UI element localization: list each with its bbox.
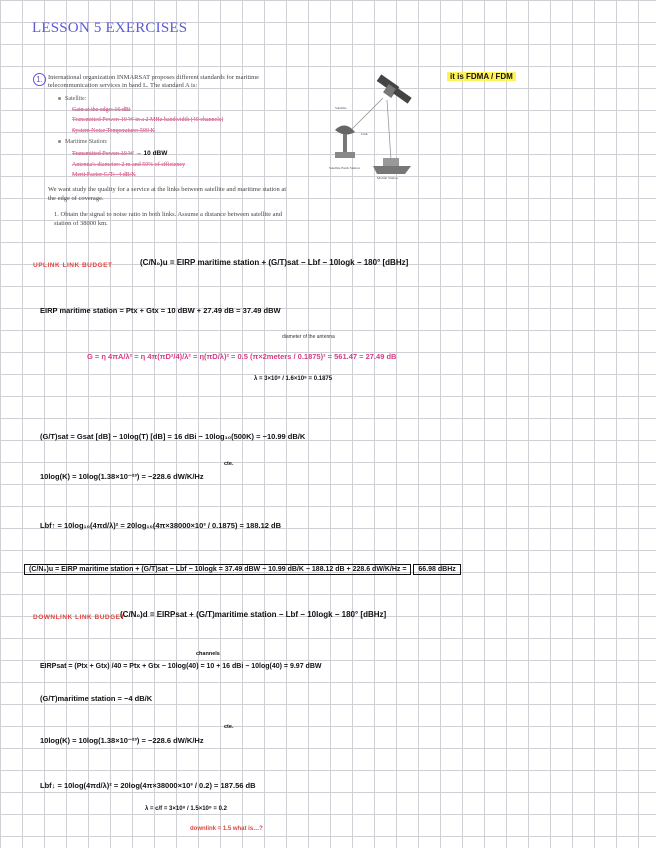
satellite-section — [58, 96, 308, 136]
eirp-sat-line: EIRPsat = (Ptx + Gtx) /40 = Ptx + Gtx − 10log(40) = 10 + 16 dBi − 10log(40) = 9.97 dBW — [40, 663, 322, 670]
cte-note: cte. — [224, 461, 234, 467]
gt-line: (G/T)sat = Gsat [dB] − 10log(T) [dB] = 16 dBi − 10log₁₀(500K) = −10.99 dB/K — [40, 432, 306, 441]
station-item: Merit Factor G/T: -4 dB/K — [72, 172, 136, 179]
fdma-note: it is FDMA / FDM — [447, 72, 516, 81]
downlink-title: DOWNLINK LINK BUDGET — [33, 614, 125, 621]
study-text: We want study the quality for a service at the links between satellite and maritime station at the edge of coverage. — [48, 186, 287, 202]
satellite-item: System Noise Temperature: 500 K — [72, 128, 155, 135]
mobile-station-label: Mobile Station — [377, 176, 398, 180]
station-power-note: → 10 dBW — [135, 149, 168, 157]
station-header: Maritime Station: — [65, 139, 108, 146]
satellite-item: Transmitted Power: 10 W in a 2 MHz bandwidth (40 channels) — [72, 117, 224, 124]
problem-number: 1. — [33, 73, 46, 86]
uplink-result-line: (C/N₀)u = EIRP maritime station + (G/T)sat − Lbf − 10logk = 37.49 dBW − 10.99 dB/K − 188.12 dB + 228.6 dW/K/Hz = 66.98 dBHz — [24, 566, 634, 573]
earth-station-label: Satellite Earth Station — [329, 166, 360, 170]
uplink-title: UPLINK LINK BUDGET — [33, 262, 113, 269]
problem-statement — [48, 74, 308, 228]
lbf-down-line: Lbf↓ = 10log(4πd/λ)² = 20log(4π×38000×10³ / 0.2) = 187.56 dB — [40, 781, 256, 790]
k-line: 10log(K) = 10log(1.38×10⁻²³) = −228.6 dW/K/Hz — [40, 472, 204, 481]
link-label: Link — [361, 132, 368, 136]
question-note: downlink = 1.5 what is…? — [190, 826, 263, 832]
satellite-label: Satellite — [335, 106, 347, 110]
gt-ms-line: (G/T)maritime station = −4 dB/K — [40, 694, 153, 703]
station-section — [58, 139, 308, 180]
lambda2-note: λ = c/f = 3×10⁸ / 1.5×10⁹ = 0.2 — [145, 806, 227, 812]
eirp-line: EIRP maritime station = Ptx + Gtx = 10 dBW + 27.49 dB = 37.49 dBW — [40, 306, 281, 315]
station-item: Transmitted Power: 10 W — [72, 150, 134, 157]
dish-icon — [335, 125, 355, 158]
ship-icon — [373, 158, 411, 174]
bullet-icon — [58, 140, 61, 143]
k-line-2: 10log(K) = 10log(1.38×10⁻²³) = −228.6 dW/K/Hz — [40, 736, 204, 745]
diameter-note: diameter of the antenna — [282, 334, 335, 340]
downlink-equation: (C/N₀)d = EIRPsat + (G/T)maritime station − Lbf − 10logk − 180° [dBHz] — [120, 610, 387, 619]
uplink-equation: (C/N₀)u = EIRP maritime station + (G/T)sat − Lbf − 10logk − 180° [dBHz] — [140, 258, 409, 267]
channels-note: channels — [196, 651, 220, 657]
lambda-note: λ = 3×10⁸ / 1.6×10⁹ = 0.1875 — [254, 376, 333, 382]
gain-line: G = η 4πA/λ² = η 4π(πD²/4)/λ² = η(πD/λ)² = 0.5 (π×2meters / 0.1875)² = 561.47 = 27.49 dB — [87, 352, 397, 361]
task-text: 1. Obtain the signal to noise ratio in both links. Assume a distance between satellite and station of 38000 km. — [54, 211, 282, 227]
page-title: LESSON 5 EXERCISES — [32, 20, 188, 36]
station-item: Antenna's diameter: 2 m and 50% of efficiency — [72, 161, 186, 168]
cte-note-2: cte. — [224, 724, 234, 730]
uplink-result-value: 66.98 dBHz — [413, 564, 460, 575]
lbf-up-line: Lbf↑ = 10log₁₀(4πd/λ)² = 20log₁₀(4π×38000×10³ / 0.1875) = 188.12 dB — [40, 521, 282, 530]
intro-text: International organization INMARSAT proposes different standards for maritime telecommunication services in band L. The standard A is: — [48, 74, 260, 90]
satellite-item: Gain at the edge: 16 dBi — [72, 106, 131, 113]
bullet-icon — [58, 97, 61, 100]
satellite-figure — [325, 72, 417, 182]
satellite-header: Satellite: — [65, 95, 87, 102]
